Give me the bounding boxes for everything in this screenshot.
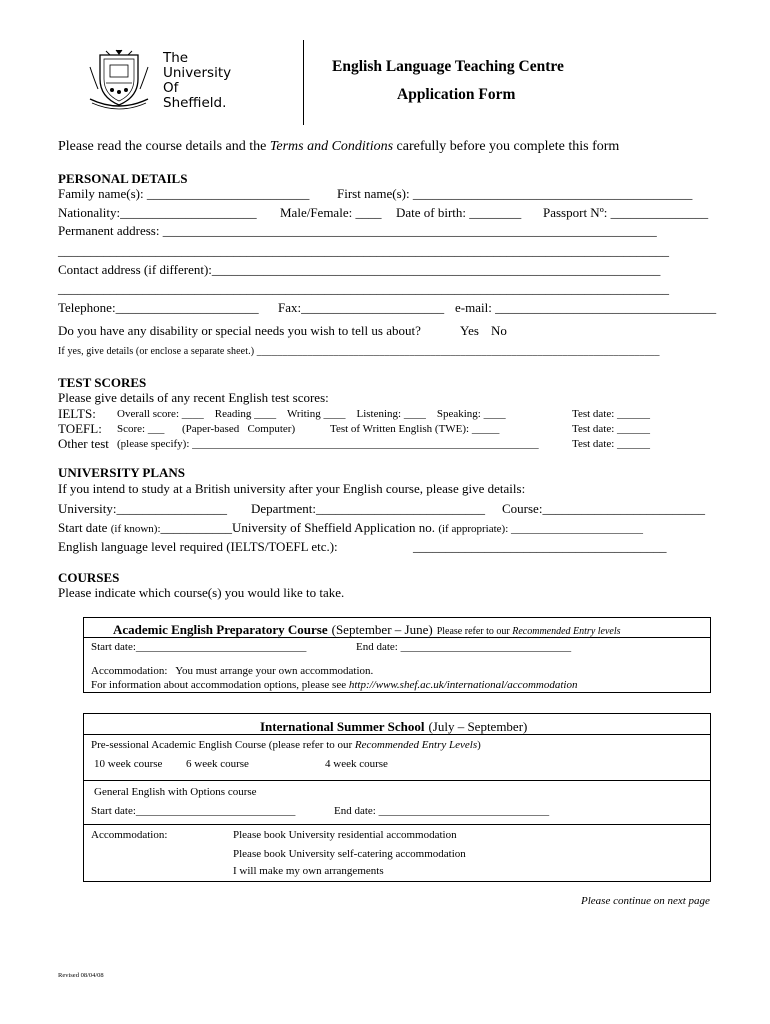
toefl-test-date[interactable]: Test date: ______ bbox=[572, 423, 651, 435]
no-option[interactable]: No bbox=[491, 323, 507, 338]
iss-divider-2 bbox=[83, 780, 710, 781]
iss-accommodation-label: Accommodation: bbox=[91, 829, 168, 841]
iss-divider-3 bbox=[83, 824, 710, 825]
plans-intro: If you intend to study at a British university after your English course, please give details: bbox=[58, 481, 526, 496]
university-field[interactable]: University:_________________ bbox=[58, 501, 227, 516]
courses-intro: Please indicate which course(s) you would like to take. bbox=[58, 585, 345, 600]
crest-icon bbox=[86, 49, 152, 111]
iss-start-date-field[interactable]: Start date:_____________________________ bbox=[91, 805, 296, 817]
form-title: Application Form bbox=[397, 86, 516, 103]
disability-question: Do you have any disability or special needs you wish to tell us about? bbox=[58, 323, 421, 338]
toefl-type-options[interactable]: (Paper-based Computer) bbox=[182, 423, 296, 435]
department-field[interactable]: Department:__________________________ bbox=[251, 501, 485, 516]
general-english-course[interactable]: General English with Options course bbox=[94, 786, 257, 798]
course-field[interactable]: Course:_________________________ bbox=[502, 501, 705, 516]
telephone-field[interactable]: Telephone:______________________ bbox=[58, 300, 259, 315]
ielts-score-fields[interactable]: Overall score: ____ Reading ____ Writing ____ Listening: ____ Speaking: ____ bbox=[117, 408, 506, 420]
intro-suffix: carefully before you complete this form bbox=[393, 139, 620, 154]
aep-header bbox=[113, 621, 621, 639]
personal-heading: PERSONAL DETAILS bbox=[58, 171, 188, 186]
intro-prefix: Please read the course details and the bbox=[58, 139, 270, 154]
dob-field[interactable]: Date of birth: ________ bbox=[396, 205, 522, 220]
family-name-field[interactable]: Family name(s): _________________________ bbox=[58, 186, 310, 201]
aep-title: Academic English Preparatory Course bbox=[113, 622, 328, 637]
aep-start-date-field[interactable]: Start date:_______________________________ bbox=[91, 641, 307, 653]
contact-address-field[interactable]: Contact address (if different):_____________________________________________________________________ bbox=[58, 262, 661, 277]
aep-refer bbox=[437, 626, 621, 637]
courses-heading: COURSES bbox=[58, 570, 120, 585]
english-level-field[interactable]: _______________________________________ bbox=[413, 539, 667, 554]
sex-field[interactable]: Male/Female: ____ bbox=[280, 205, 382, 220]
email-field[interactable]: e-mail: __________________________________ bbox=[455, 300, 717, 315]
logo-line: University bbox=[163, 65, 232, 81]
application-no-label: University of Sheffield Application no. bbox=[232, 520, 436, 535]
english-level-label: English language level required (IELTS/TOEFL etc.): bbox=[58, 539, 338, 554]
start-date-field[interactable] bbox=[58, 520, 643, 536]
ielts-test-date[interactable]: Test date: ______ bbox=[572, 408, 651, 420]
centre-title: English Language Teaching Centre bbox=[332, 58, 564, 75]
aep-info-prefix: For information about accommodation options, please see bbox=[91, 679, 349, 691]
aep-dates: (September – June) bbox=[331, 622, 433, 637]
iss-entry-levels-link[interactable]: Recommended Entry Levels bbox=[354, 739, 478, 751]
university-logo bbox=[86, 49, 246, 111]
disability-details-field[interactable]: If yes, give details (or enclose a separate sheet.) _______________________________________________________________________________ bbox=[58, 346, 660, 357]
continue-note: Please continue on next page bbox=[581, 895, 710, 907]
other-test-date[interactable]: Test date: ______ bbox=[572, 438, 651, 450]
toefl-score-field[interactable]: Score: ___ bbox=[117, 423, 165, 435]
presessional-suffix: ) bbox=[477, 739, 481, 751]
plans-heading: UNIVERSITY PLANS bbox=[58, 465, 186, 480]
permanent-address-field[interactable]: Permanent address: ____________________________________________________________________________ bbox=[58, 223, 657, 238]
aep-refer-prefix: Please refer to our bbox=[436, 626, 513, 637]
revised-date: Revised 08/04/08 bbox=[58, 972, 104, 979]
aep-end-date-field[interactable]: End date: _______________________________ bbox=[356, 641, 572, 653]
logo-line: Sheffield. bbox=[163, 95, 227, 111]
test-scores-intro: Please give details of any recent English test scores: bbox=[58, 390, 329, 405]
start-date-known: (if known): bbox=[110, 523, 161, 535]
contact-address-line-2[interactable]: ______________________________________________________________________________________________ bbox=[58, 281, 669, 296]
intro-text bbox=[58, 139, 619, 155]
terms-link[interactable]: Terms and Conditions bbox=[269, 139, 394, 154]
iss-dates: (July – September) bbox=[428, 719, 528, 734]
iss-title: International Summer School bbox=[260, 719, 425, 734]
passport-field[interactable]: Passport Nº: _______________ bbox=[543, 205, 709, 220]
first-name-field[interactable]: First name(s): ___________________________________________ bbox=[337, 186, 693, 201]
toefl-twe-field[interactable]: Test of Written English (TWE): _____ bbox=[330, 423, 500, 435]
accommodation-url-link[interactable]: http://www.shef.ac.uk/international/accommodation bbox=[348, 679, 578, 691]
yes-option[interactable]: Yes bbox=[460, 323, 479, 338]
option-4-week[interactable]: 4 week course bbox=[325, 758, 388, 770]
header-divider bbox=[303, 40, 304, 125]
other-test-field[interactable]: (please specify): _______________________________________________________________ bbox=[117, 438, 539, 450]
aep-accommodation bbox=[91, 665, 373, 677]
logo-line: Of bbox=[163, 80, 179, 96]
accom-own-arrangements-option[interactable]: I will make my own arrangements bbox=[233, 865, 384, 877]
presessional-course bbox=[91, 739, 481, 751]
option-10-week[interactable]: 10 week course bbox=[94, 758, 163, 770]
option-6-week[interactable]: 6 week course bbox=[186, 758, 249, 770]
accom-residential-option[interactable]: Please book University residential accommodation bbox=[233, 829, 457, 841]
ielts-label: IELTS: bbox=[58, 406, 96, 421]
accom-self-catering-option[interactable]: Please book University self-catering accommodation bbox=[233, 848, 466, 860]
fax-field[interactable]: Fax:______________________ bbox=[278, 300, 445, 315]
presessional-prefix: Pre-sessional Academic English Course (please refer to our bbox=[91, 739, 355, 751]
logo-line: The bbox=[163, 50, 189, 66]
aep-accommodation-text: You must arrange your own accommodation. bbox=[175, 665, 374, 677]
aep-accommodation-info bbox=[91, 679, 577, 691]
toefl-label: TOEFL: bbox=[58, 421, 102, 436]
aep-entry-levels-link[interactable]: Recommended Entry levels bbox=[512, 626, 621, 637]
iss-header bbox=[260, 718, 527, 736]
address-line-2[interactable]: ______________________________________________________________________________________________ bbox=[58, 243, 669, 258]
start-date-label: Start date bbox=[58, 520, 108, 535]
iss-end-date-field[interactable]: End date: _______________________________ bbox=[334, 805, 550, 817]
start-date-blank[interactable]: ___________ bbox=[160, 520, 233, 535]
test-scores-heading: TEST SCORES bbox=[58, 375, 147, 390]
other-test-label: Other test bbox=[58, 436, 109, 451]
aep-accommodation-label: Accommodation: bbox=[91, 665, 168, 677]
nationality-field[interactable]: Nationality:_____________________ bbox=[58, 205, 257, 220]
application-no-field[interactable]: (if appropriate): ________________________ bbox=[438, 523, 643, 535]
